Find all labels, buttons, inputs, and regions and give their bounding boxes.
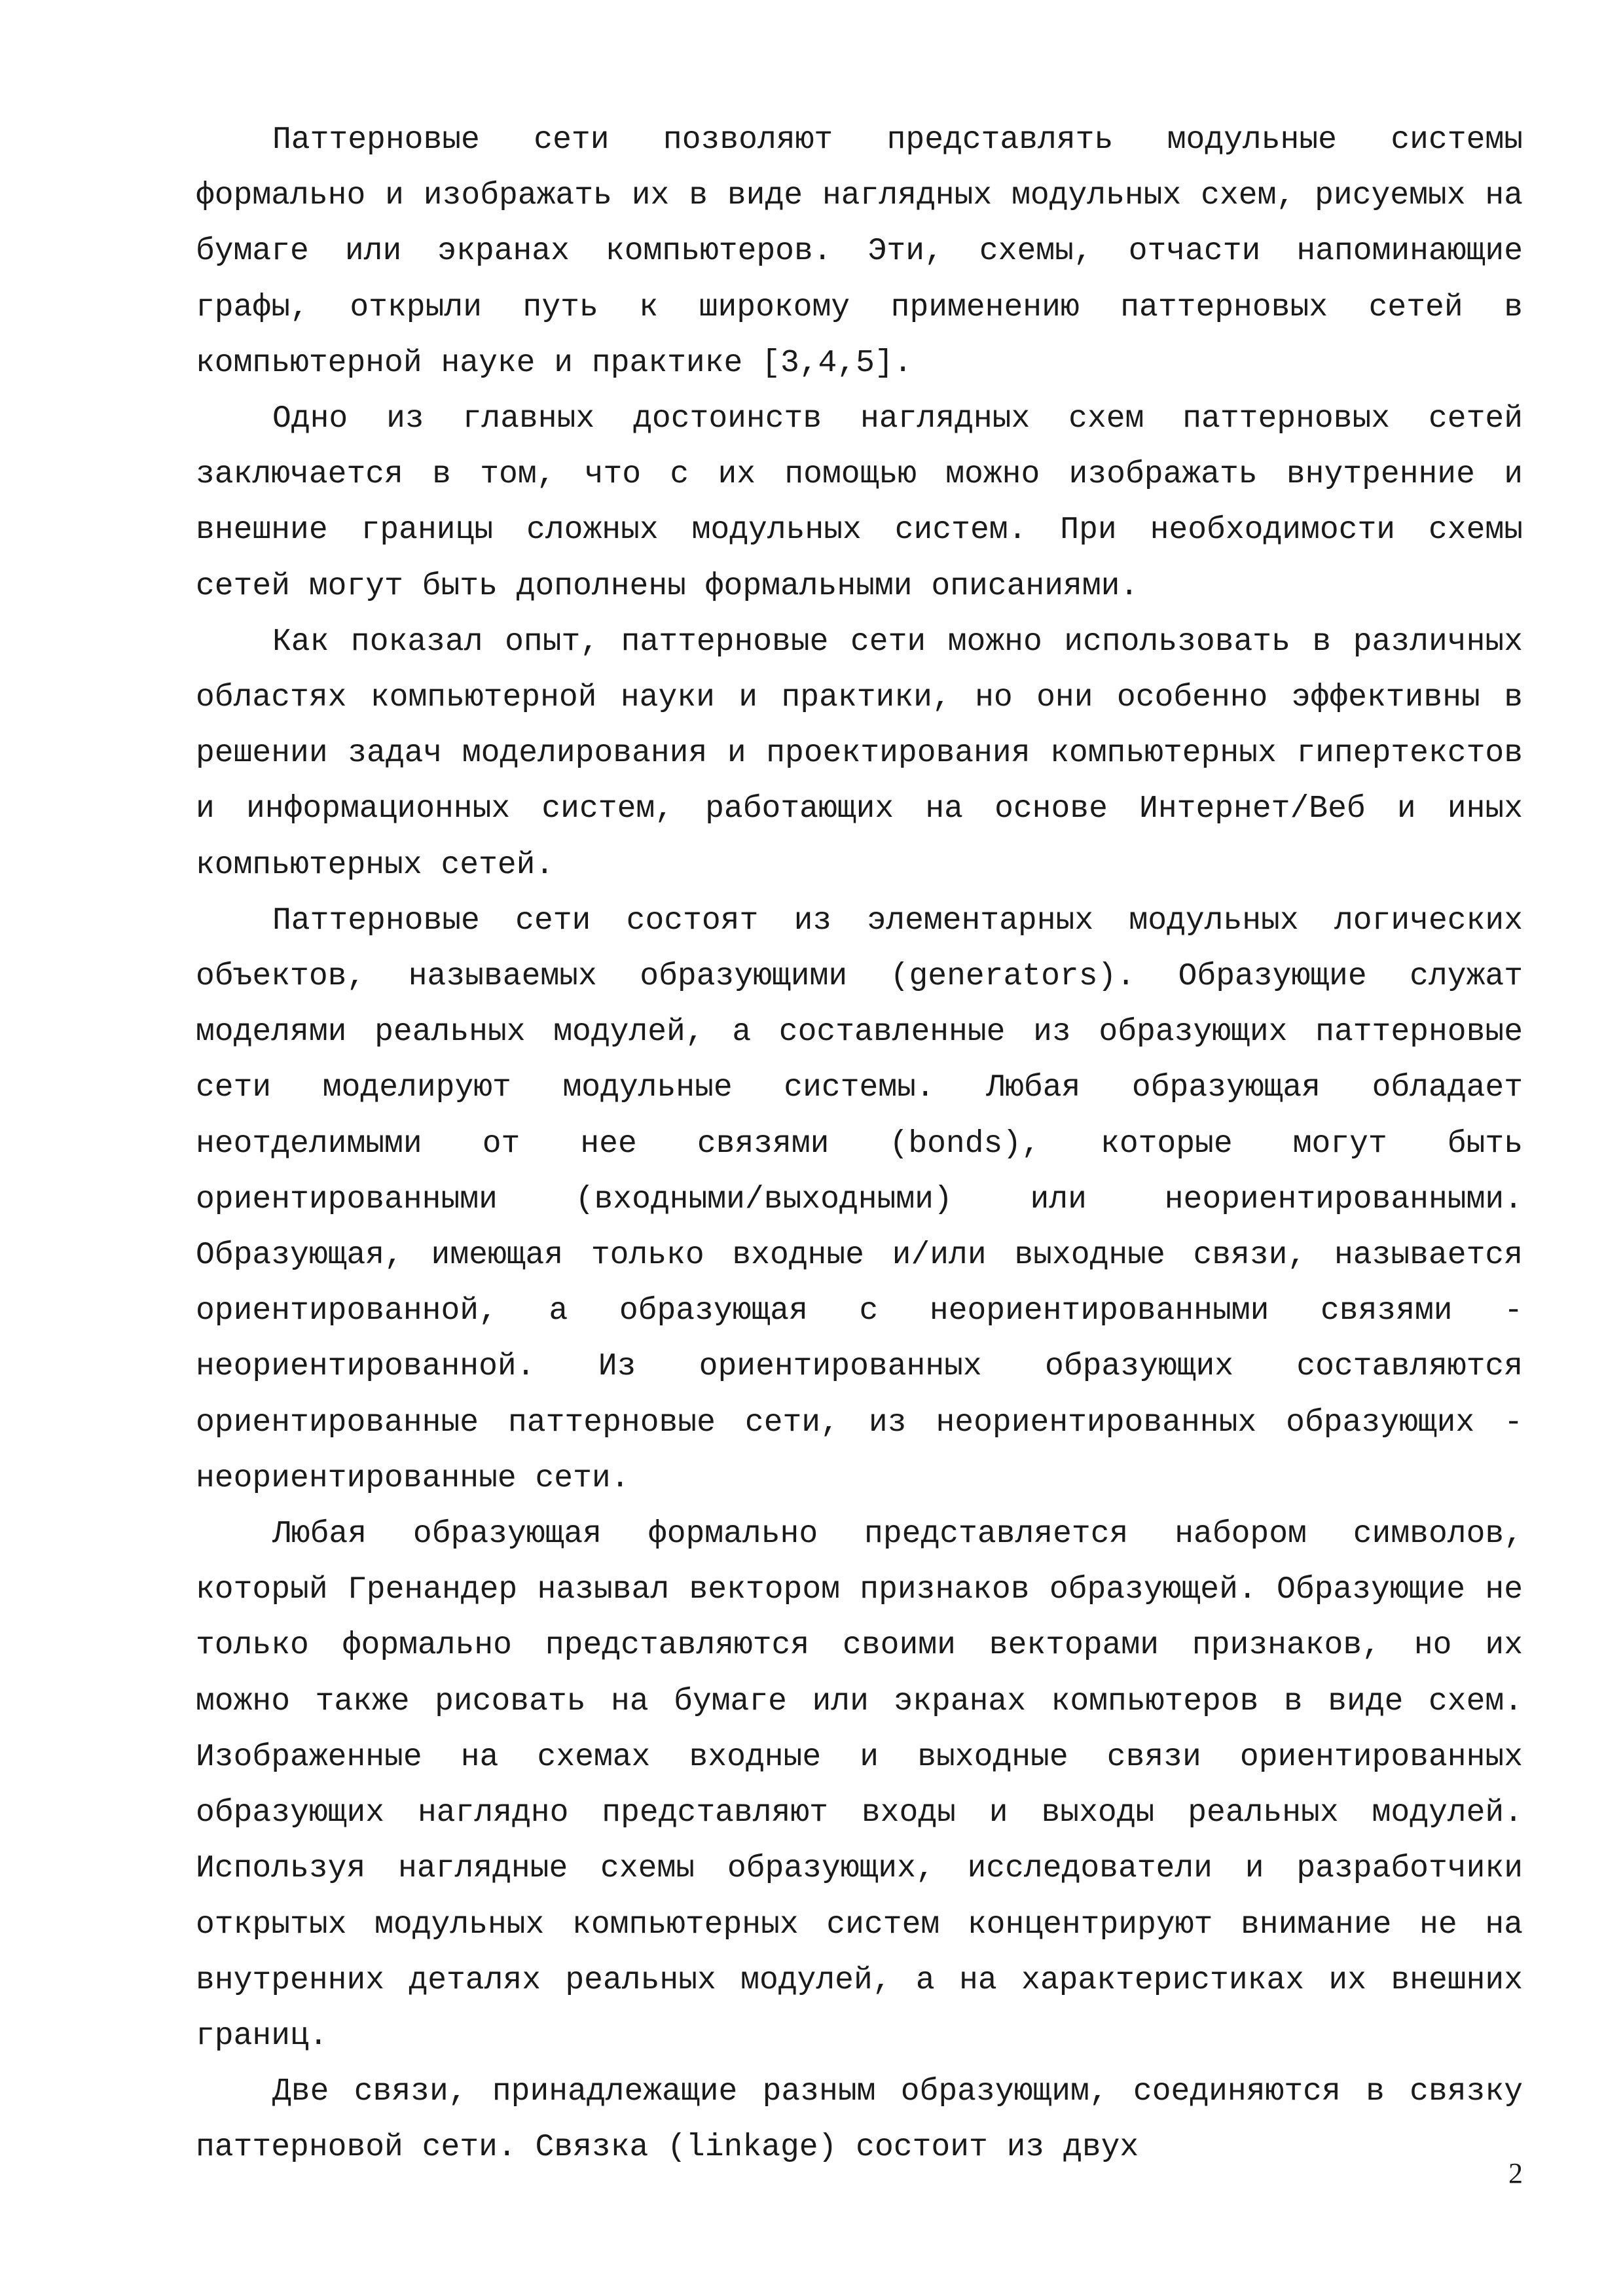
paragraph-2: Одно из главных достоинств наглядных схем паттерновых сетей заключается в том, что с их помощью можно изображать внутренние и внешние границы сложных модульных систем. При необходимости схемы сетей могут быть дополнены формальными описаниями. [196, 401, 1523, 604]
paragraph-4: Паттерновые сети состоят из элементарных модульных логических объектов, называемых образующими (generators). Образующие служат моделями реальных модулей, а составленные из образующих паттерновые сети моделируют модульные системы. Любая образующая обладает неотделимыми от нее связями (bonds), которые могут быть ориентированными (входными/выходными) или неориентированными. Образующая, имеющая только входные и/или выходные связи, называется ориентированной, а образующая с неориентированными связями - неориентированной. Из ориентированных образующих составляются ориентированные паттерновые сети, из неориентированных образующих - неориентированные сети. [196, 903, 1523, 1496]
page-number: 2 [1508, 2157, 1523, 2189]
paragraph-5: Любая образующая формально представляется набором символов, который Гренандер называл вектором признаков образующей. Образующие не только формально представляются своими векторами признаков, но их можно также рисовать на бумаге или экранах компьютеров в виде схем. Изображенные на схемах входные и выходные связи ориентированных образующих наглядно представляют входы и выходы реальных модулей. Используя наглядные схемы образующих, исследователи и разработчики открытых модульных компьютерных систем концентрируют внимание не на внутренних деталях реальных модулей, а на характеристиках их внешних границ. [196, 1516, 1523, 2054]
paragraph-3: Как показал опыт, паттерновые сети можно использовать в различных областях компьютерной науки и практики, но они особенно эффективны в решении задач моделирования и проектирования компьютерных гипертекстов и информационных систем, работающих на основе Интернет/Веб и иных компьютерных сетей. [196, 624, 1523, 883]
paragraph-6: Две связи, принадлежащие разным образующим, соединяются в связку паттерновой сети. Связка (linkage) состоит из двух [196, 2074, 1523, 2166]
body-text [196, 113, 1523, 2176]
paragraph-1: Паттерновые сети позволяют представлять модульные системы формально и изображать их в виде наглядных модульных схем, рисуемых на бумаге или экранах компьютеров. Эти, схемы, отчасти напоминающие графы, открыли путь к широкому применению паттерновых сетей в компьютерной науке и практике [3,4,5]. [196, 122, 1523, 381]
